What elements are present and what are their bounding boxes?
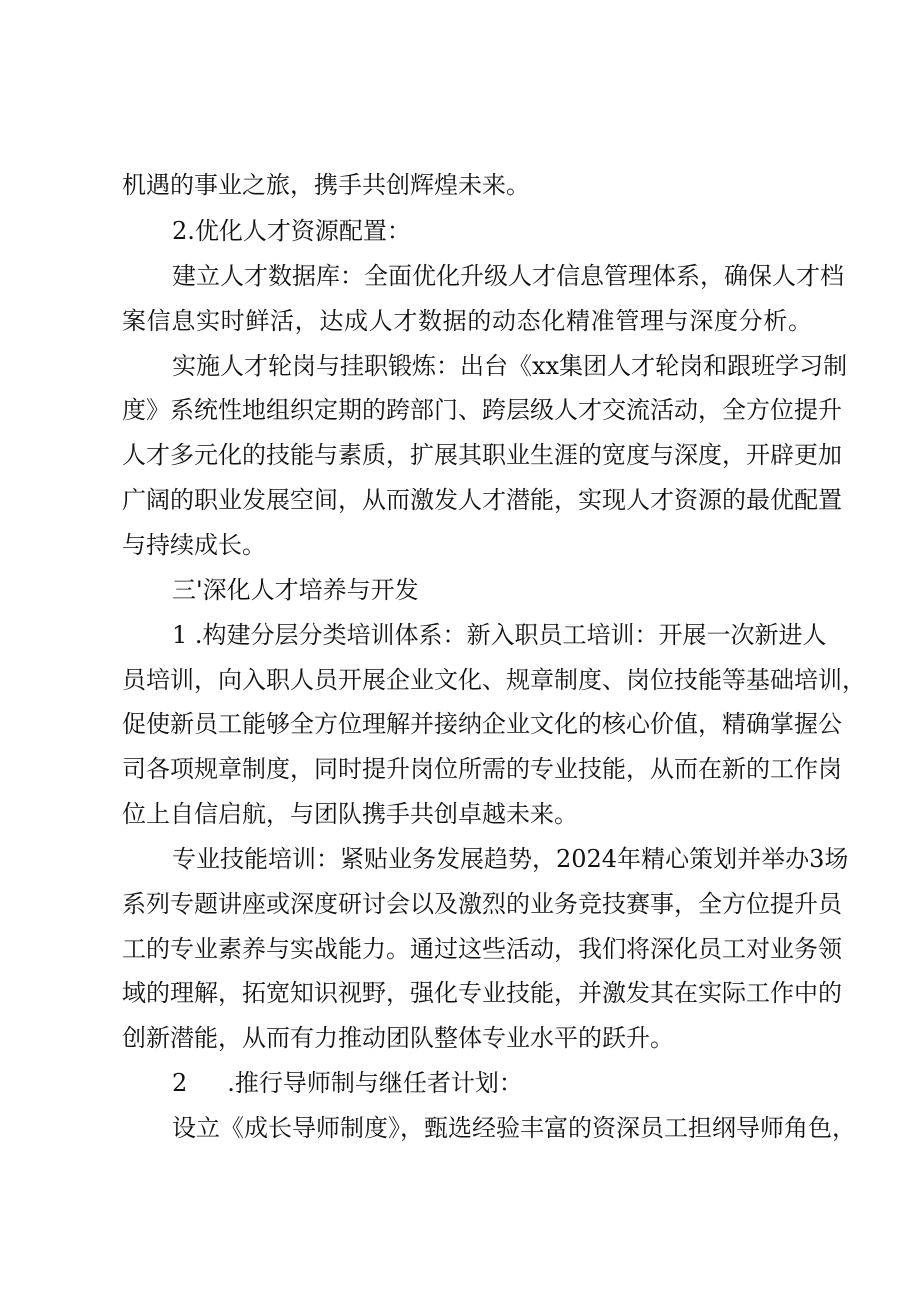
- paragraph-mentor-line-1: 设立《成长导师制度》，甄选经验丰富的资深员工担纲导师角色，: [172, 1114, 856, 1142]
- paragraph-skills-line-5: 创新潜能，从而有力推动团队整体专业水平的跃升。: [122, 1024, 674, 1052]
- paragraph-rotation-line-3: 人才多元化的技能与素质，扩展其职业生涯的宽度与深度，开辟更加: [122, 441, 842, 469]
- paragraph-talent-database-line-1: 建立人才数据库：全面优化升级人才信息管理体系，确保人才档: [172, 262, 844, 290]
- section-heading-3: 三'深化人才培养与开发: [172, 576, 419, 604]
- subheading-title: .推行导师制与继任者计划：: [227, 1069, 523, 1097]
- paragraph-training-line-5: 位上自信启航，与团队携手共创卓越未来。: [122, 800, 578, 828]
- paragraph-rotation-line-4: 广阔的职业发展空间，从而激发人才潜能，实现人才资源的最优配置: [122, 486, 842, 514]
- paragraph-training-line-1: 1 .构建分层分类培训体系：新入职员工培训：开展一次新进人: [172, 621, 827, 649]
- paragraph-training-line-2: 员培训，向入职人员开展企业文化、规章制度、岗位技能等基础培训，: [122, 666, 866, 694]
- paragraph-rotation-line-1: 实施人才轮岗与挂职锻炼：出台《xx集团人才轮岗和跟班学习制: [172, 352, 848, 380]
- subheading-mentorship: [172, 1068, 812, 1098]
- paragraph-training-line-4: 司各项规章制度，同时提升岗位所需的专业技能，从而在新的工作岗: [122, 755, 842, 783]
- paragraph-talent-database-line-2: 案信息实时鲜活，达成人才数据的动态化精准管理与深度分析。: [122, 307, 812, 335]
- subheading-optimize-allocation: 2.优化人才资源配置：: [172, 217, 411, 245]
- paragraph-training-line-3: 促使新员工能够全方位理解并接纳企业文化的核心价值，精确掌握公: [122, 710, 842, 738]
- paragraph-skills-line-2: 系列专题讲座或深度研讨会以及激烈的业务竞技赛事，全方位提升员: [122, 890, 842, 918]
- paragraph-continuation: 机遇的事业之旅，携手共创辉煌未来。: [122, 171, 530, 199]
- paragraph-skills-line-1: 专业技能培训：紧贴业务发展趋势，2024年精心策划并举办3场: [172, 845, 849, 873]
- paragraph-skills-line-3: 工的专业素养与实战能力。通过这些活动，我们将深化员工对业务领: [122, 935, 842, 963]
- subheading-number: 2: [172, 1069, 188, 1097]
- paragraph-rotation-line-5: 与持续成长。: [122, 531, 266, 559]
- paragraph-rotation-line-2: 度》系统性地组织定期的跨部门、跨层级人才交流活动，全方位提升: [122, 396, 842, 424]
- paragraph-skills-line-4: 域的理解，拓宽知识视野，强化专业技能，并激发其在实际工作中的: [122, 979, 842, 1007]
